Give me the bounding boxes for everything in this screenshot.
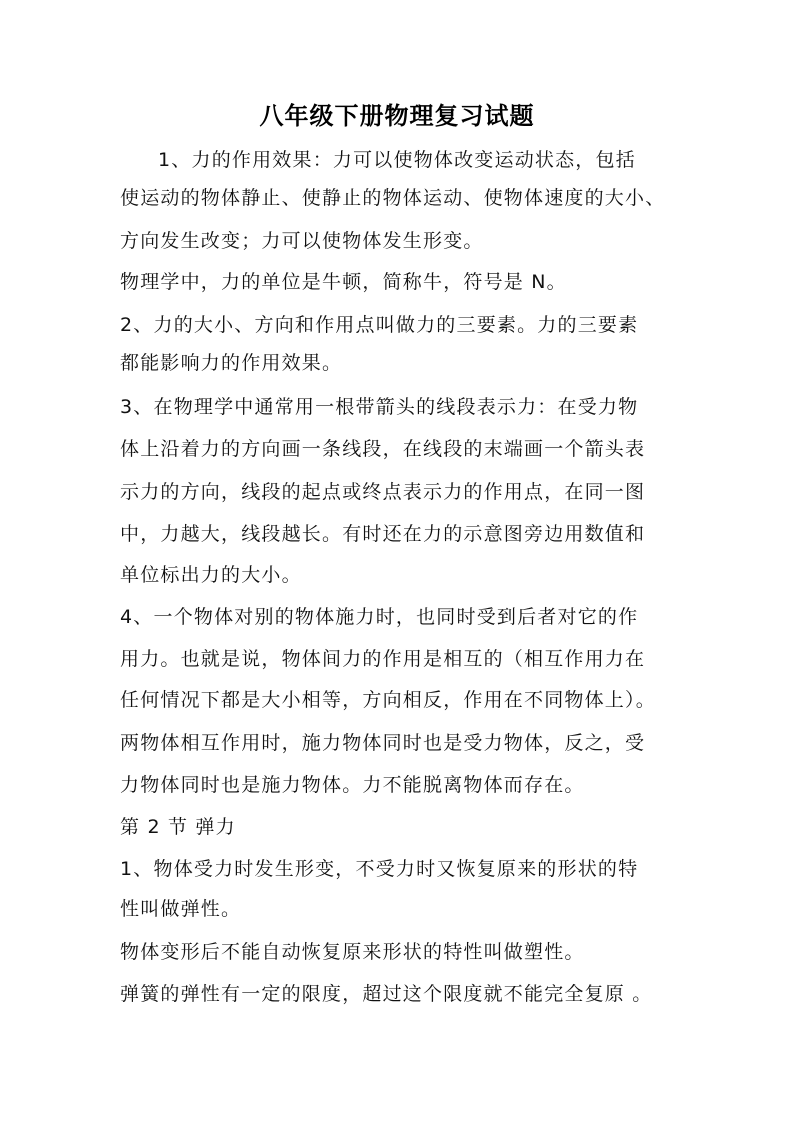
text-line: 体上沿着力的方向画一条线段，在线段的末端画一个箭头表 <box>120 438 646 460</box>
text-line: 使运动的物体静止、使静止的物体运动、使物体速度的大小、 <box>120 187 666 209</box>
text-line: 示力的方向，线段的起点或终点表示力的作用点，在同一图 <box>120 481 646 503</box>
text-line: 中，力越大，线段越长。有时还在力的示意图旁边用数值和 <box>120 523 646 545</box>
text-line: 1、力的作用效果：力可以使物体改变运动状态，包括 <box>158 149 636 171</box>
text-line: 两物体相互作用时，施力物体同时也是受力物体，反之，受 <box>120 732 646 754</box>
text-line: 2、力的大小、方向和作用点叫做力的三要素。力的三要素 <box>120 314 639 336</box>
text-line: 方向发生改变；力可以使物体发生形变。 <box>120 230 484 252</box>
text-line: 物理学中，力的单位是牛顿，简称牛，符号是 N。 <box>120 271 567 293</box>
text-line: 用力。也就是说，物体间力的作用是相互的（相互作用力在 <box>120 648 646 670</box>
text-line: 物体变形后不能自动恢复原来形状的特性叫做塑性。 <box>120 941 585 963</box>
section-heading: 第 2 节 弹力 <box>120 816 236 838</box>
text-line: 性叫做弹性。 <box>120 898 242 920</box>
text-line: 都能影响力的作用效果。 <box>120 352 343 374</box>
text-line: 4、一个物体对别的物体施力时，也同时受到后者对它的作 <box>120 606 639 628</box>
text-line: 1、物体受力时发生形变，不受力时又恢复原来的形状的特 <box>120 858 639 880</box>
document-title: 八年级下册物理复习试题 <box>259 101 535 130</box>
text-line: 任何情况下都是大小相等，方向相反，作用在不同物体上）。 <box>120 689 656 711</box>
text-line: 力物体同时也是施力物体。力不能脱离物体而存在。 <box>120 774 585 796</box>
text-line: 弹簧的弹性有一定的限度，超过这个限度就不能完全复原 。 <box>120 983 653 1005</box>
text-line: 3、在物理学中通常用一根带箭头的线段表示力：在受力物 <box>120 396 639 418</box>
text-line: 单位标出力的大小。 <box>120 564 302 586</box>
